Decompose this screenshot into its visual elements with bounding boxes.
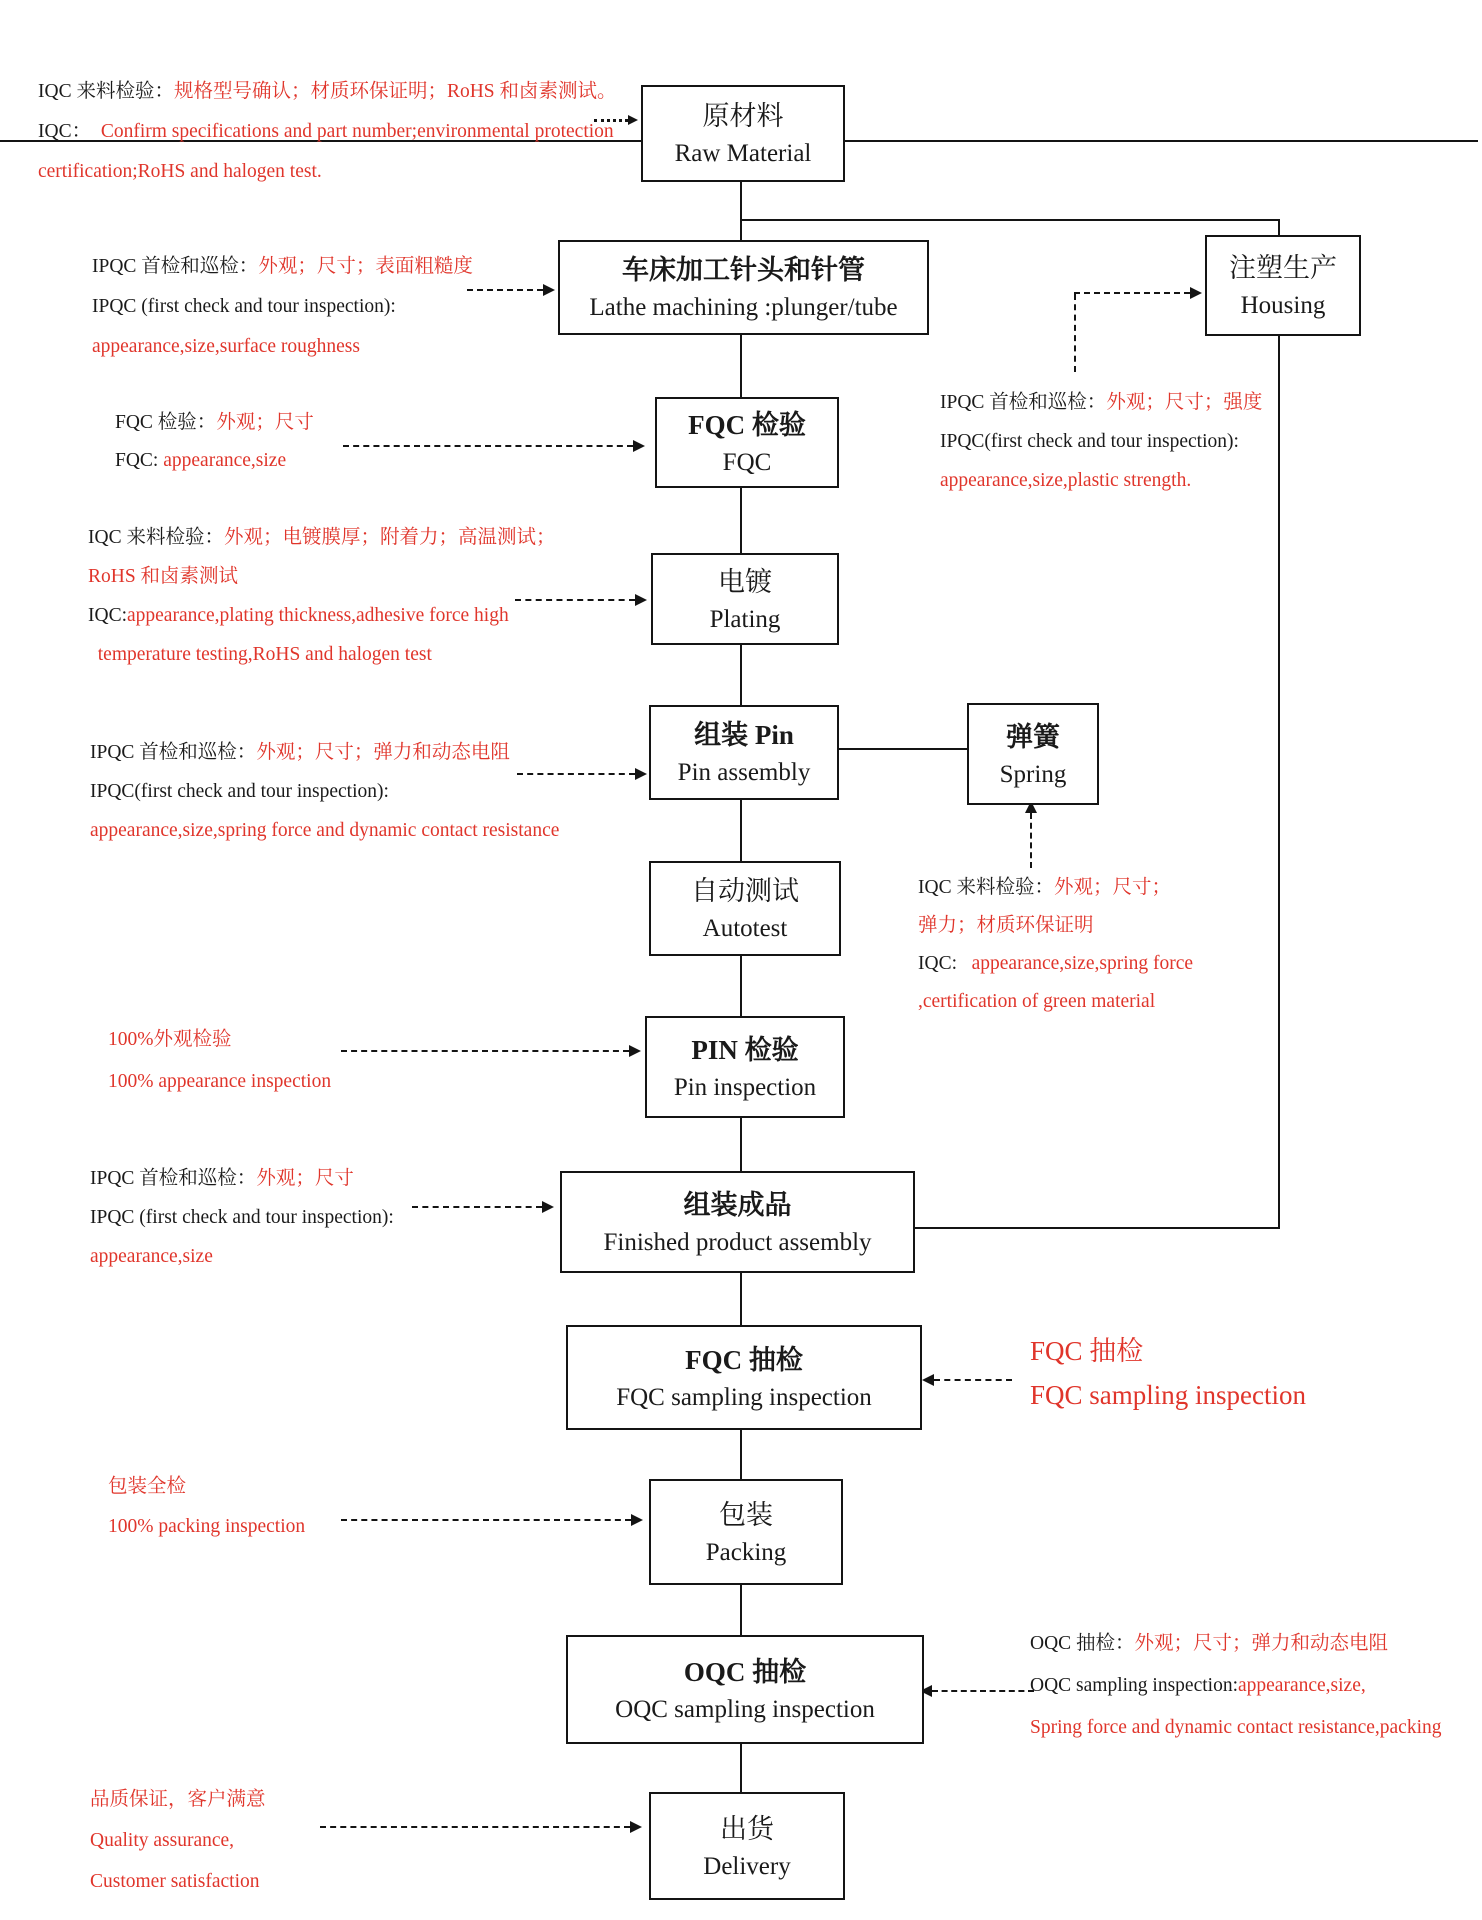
annotation-line <box>1030 1329 1306 1373</box>
text-segment: 外观；尺寸；弹力和动态电阻 <box>256 742 510 763</box>
annotation-line <box>88 518 555 557</box>
annotation-packing-100 <box>108 1467 305 1547</box>
text-segment: IPQC 首检和巡检： <box>92 256 259 277</box>
connector-autotest-to-pininsp <box>740 951 742 1017</box>
connector-pin-to-autotest <box>740 795 742 862</box>
node-lathe-machining <box>558 240 929 335</box>
text-segment: 100%外观检验 <box>108 1029 232 1050</box>
text-segment: 外观；尺寸 <box>256 1168 354 1189</box>
text-segment: certification;RoHS and halogen test. <box>38 161 322 182</box>
arrow-housing-annotation <box>1074 292 1190 294</box>
connector-housing-to-finished <box>911 1227 1280 1229</box>
annotation-line <box>918 983 1193 1021</box>
node-autotest-zh: 自动测试 <box>691 876 799 906</box>
text-segment: 包装全检 <box>108 1476 187 1497</box>
text-segment: IPQC 首检和巡检： <box>90 1168 257 1189</box>
annotation-housing-ipqc <box>940 383 1262 500</box>
annotation-line <box>90 1820 266 1861</box>
annotation-lathe-ipqc <box>92 247 473 367</box>
text-segment: temperature testing,RoHS and halogen test <box>88 644 432 665</box>
node-oqc-sampling-inspection <box>566 1635 924 1744</box>
annotation-line <box>940 383 1262 422</box>
annotation-pin-ipqc <box>90 733 559 850</box>
annotation-line <box>38 72 617 112</box>
text-segment: FQC 检验： <box>115 412 217 433</box>
annotation-line <box>918 869 1193 907</box>
text-segment: 外观；尺寸；强度 <box>1106 392 1263 413</box>
annotation-line <box>108 1019 331 1061</box>
connector-fqcsampling-to-packing <box>740 1425 742 1480</box>
node-raw-material-zh: 原材料 <box>702 101 784 131</box>
connector-plating-to-pin <box>740 640 742 706</box>
text-segment: IPQC 首检和巡检： <box>90 742 257 763</box>
node-packing-zh: 包装 <box>719 1499 773 1530</box>
arrow-delivery-annotation <box>320 1826 630 1828</box>
text-segment: Spring force and dynamic contact resistance,packing <box>1030 1717 1442 1738</box>
node-fqc-zh: FQC 检验 <box>688 410 806 440</box>
text-segment: appearance,size,spring force and dynamic contact resistance <box>90 820 560 841</box>
node-spring-zh: 弹簧 <box>1006 721 1060 752</box>
text-segment: RoHS 和卤素测试 <box>88 566 239 587</box>
text-segment: appearance,size,surface roughness <box>92 336 360 357</box>
node-packing <box>649 1479 843 1585</box>
arrow-fqc-annotation <box>343 445 633 447</box>
annotation-plating-iqc <box>88 518 555 674</box>
text-segment: appearance,plating thickness,adhesive force high <box>127 605 509 626</box>
annotation-delivery-note <box>90 1779 266 1902</box>
annotation-line <box>1030 1707 1442 1749</box>
annotation-line <box>38 152 617 192</box>
annotation-line <box>1030 1373 1306 1417</box>
text-segment: appearance,size <box>163 450 287 471</box>
node-plating <box>651 553 839 645</box>
text-segment: IQC： <box>38 121 101 142</box>
text-segment: 弹力；材质环保证明 <box>918 915 1094 936</box>
text-segment: 外观；尺寸；弹力和动态电阻 <box>1134 1633 1389 1654</box>
node-fqc-sampling-inspection-en: FQC sampling inspection <box>616 1384 872 1411</box>
node-housing <box>1205 235 1361 336</box>
annotation-line <box>108 1507 305 1547</box>
node-plating-en: Plating <box>709 605 781 633</box>
text-segment: 品质保证，客户满意 <box>90 1789 266 1810</box>
node-fqc-en: FQC <box>722 449 772 476</box>
node-lathe-machining-zh: 车床加工针头和针管 <box>622 255 865 285</box>
node-finished-product-assembly-en: Finished product assembly <box>603 1228 872 1256</box>
node-pin-inspection-en: Pin inspection <box>673 1073 817 1101</box>
text-segment: Confirm specifications and part number;environmental protection <box>100 121 614 142</box>
annotation-line <box>90 1861 266 1902</box>
annotation-line <box>92 247 473 287</box>
node-delivery-zh: 出货 <box>720 1813 774 1844</box>
annotation-line <box>918 945 1193 983</box>
text-segment: appearance,size, <box>1238 1675 1366 1696</box>
text-segment: IPQC (first check and tour inspection): <box>90 1207 394 1228</box>
arrow-pininspection-annotation <box>341 1050 629 1052</box>
node-spring <box>967 703 1099 805</box>
text-segment: FQC: <box>115 450 164 471</box>
annotation-spring-iqc <box>918 869 1193 1021</box>
annotation-finished-ipqc <box>90 1159 394 1276</box>
text-segment: IPQC (first check and tour inspection): <box>92 296 396 317</box>
connector-raw-to-lathe <box>740 178 742 241</box>
text-segment: IQC: <box>88 605 127 626</box>
node-pin-assembly-en: Pin assembly <box>677 759 811 786</box>
connector-lathe-to-fqc <box>740 331 742 399</box>
arrow-spring-annotation <box>1030 813 1032 868</box>
annotation-fqc-check <box>115 404 314 480</box>
text-segment: IQC: <box>918 953 957 974</box>
annotation-line <box>90 772 559 811</box>
text-segment: 外观；尺寸； <box>1053 877 1171 898</box>
annotation-pin-inspection-100 <box>108 1019 331 1103</box>
text-segment: 100% packing inspection <box>108 1516 306 1537</box>
annotation-line <box>88 635 555 674</box>
node-packing-en: Packing <box>705 1538 787 1566</box>
text-segment: OQC 抽检： <box>1030 1633 1135 1654</box>
text-segment: 规格型号确认；材质环保证明；RoHS 和卤素测试。 <box>173 81 617 102</box>
text-segment: 100% appearance inspection <box>108 1071 332 1092</box>
text-segment: IQC 来料检验： <box>918 877 1054 898</box>
node-finished-product-assembly <box>560 1171 915 1273</box>
node-housing-en: Housing <box>1240 292 1326 319</box>
node-raw-material-en: Raw Material <box>674 140 812 167</box>
text-segment: IPQC(first check and tour inspection): <box>90 781 389 802</box>
text-segment: OQC sampling inspection: <box>1030 1675 1238 1696</box>
connector-packing-to-oqc <box>740 1580 742 1636</box>
annotation-line <box>90 811 559 850</box>
annotation-line <box>108 1061 331 1103</box>
annotation-line <box>88 596 555 635</box>
annotation-fqc-sampling-label <box>1030 1329 1306 1417</box>
connector-branch-to-housing-h <box>740 219 1280 221</box>
text-segment: IPQC 首检和巡检： <box>940 392 1107 413</box>
annotation-line <box>92 287 473 327</box>
text-segment: IQC 来料检验： <box>38 81 174 102</box>
text-segment: FQC 抽检 <box>1030 1336 1144 1366</box>
node-fqc-sampling-inspection <box>566 1325 922 1430</box>
annotation-oqc-sampling-note <box>1030 1623 1442 1749</box>
text-segment: FQC sampling inspection <box>1030 1380 1306 1410</box>
annotation-line <box>90 1198 394 1237</box>
annotation-line <box>115 404 314 442</box>
annotation-raw-iqc <box>38 72 617 192</box>
text-segment: IQC 来料检验： <box>88 527 224 548</box>
annotation-line <box>940 422 1262 461</box>
node-spring-en: Spring <box>999 760 1067 788</box>
annotation-line <box>1030 1623 1442 1665</box>
connector-housing-down <box>1278 331 1280 1229</box>
arrow-lathe-annotation <box>467 289 543 291</box>
arrow-oqc-annotation <box>932 1690 1034 1692</box>
node-autotest-en: Autotest <box>702 915 788 942</box>
node-oqc-sampling-inspection-zh: OQC 抽检 <box>683 1657 807 1687</box>
text-segment: Customer satisfaction <box>90 1871 260 1892</box>
annotation-line <box>1030 1665 1442 1707</box>
annotation-line <box>90 1779 266 1820</box>
annotation-line <box>90 1159 394 1198</box>
node-fqc-sampling-inspection-zh: FQC 抽检 <box>685 1345 803 1375</box>
arrow-housing-annotation-v <box>1074 294 1076 372</box>
node-pin-inspection <box>645 1016 845 1118</box>
node-fqc <box>655 397 839 488</box>
annotation-line <box>90 1237 394 1276</box>
annotation-line <box>90 733 559 772</box>
node-autotest <box>649 861 841 956</box>
connector-pininsp-to-finished <box>740 1113 742 1172</box>
text-segment: appearance,size,spring force <box>957 953 1194 974</box>
node-pin-inspection-zh: PIN 检验 <box>691 1034 799 1065</box>
connector-fqc-to-plating <box>740 484 742 553</box>
node-plating-zh: 电镀 <box>718 566 772 597</box>
annotation-line <box>38 112 617 152</box>
annotation-line <box>88 557 555 596</box>
text-segment: appearance,size <box>90 1246 213 1267</box>
text-segment: Quality assurance, <box>90 1830 235 1851</box>
node-finished-product-assembly-zh: 组装成品 <box>683 1189 792 1220</box>
annotation-line <box>92 327 473 367</box>
node-housing-zh: 注塑生产 <box>1229 253 1337 283</box>
node-raw-material <box>641 85 845 182</box>
node-delivery-en: Delivery <box>703 1852 791 1880</box>
text-segment: 外观；电镀膜厚；附着力；高温测试； <box>223 527 556 548</box>
node-pin-assembly <box>649 705 839 800</box>
connector-oqc-to-delivery <box>740 1739 742 1792</box>
arrow-finished-annotation <box>412 1206 542 1208</box>
text-segment: ,certification of green material <box>918 991 1156 1012</box>
text-segment: appearance,size,plastic strength. <box>940 470 1192 491</box>
node-oqc-sampling-inspection-en: OQC sampling inspection <box>615 1696 875 1723</box>
connector-finished-to-fqcsampling <box>740 1268 742 1326</box>
arrow-packing-annotation <box>341 1519 631 1521</box>
annotation-line <box>115 442 314 480</box>
node-lathe-machining-en: Lathe machining :plunger/tube <box>589 294 898 321</box>
connector-pin-to-spring <box>835 748 967 750</box>
annotation-line <box>108 1467 305 1507</box>
node-pin-assembly-zh: 组装 Pin <box>694 720 794 750</box>
text-segment: 外观；尺寸；表面粗糙度 <box>258 256 473 277</box>
text-segment: IPQC(first check and tour inspection): <box>940 431 1239 452</box>
arrow-fqcsampling-annotation <box>934 1379 1012 1381</box>
node-delivery <box>649 1792 845 1900</box>
text-segment: 外观；尺寸 <box>216 412 314 433</box>
annotation-line <box>918 907 1193 945</box>
annotation-line <box>940 461 1262 500</box>
